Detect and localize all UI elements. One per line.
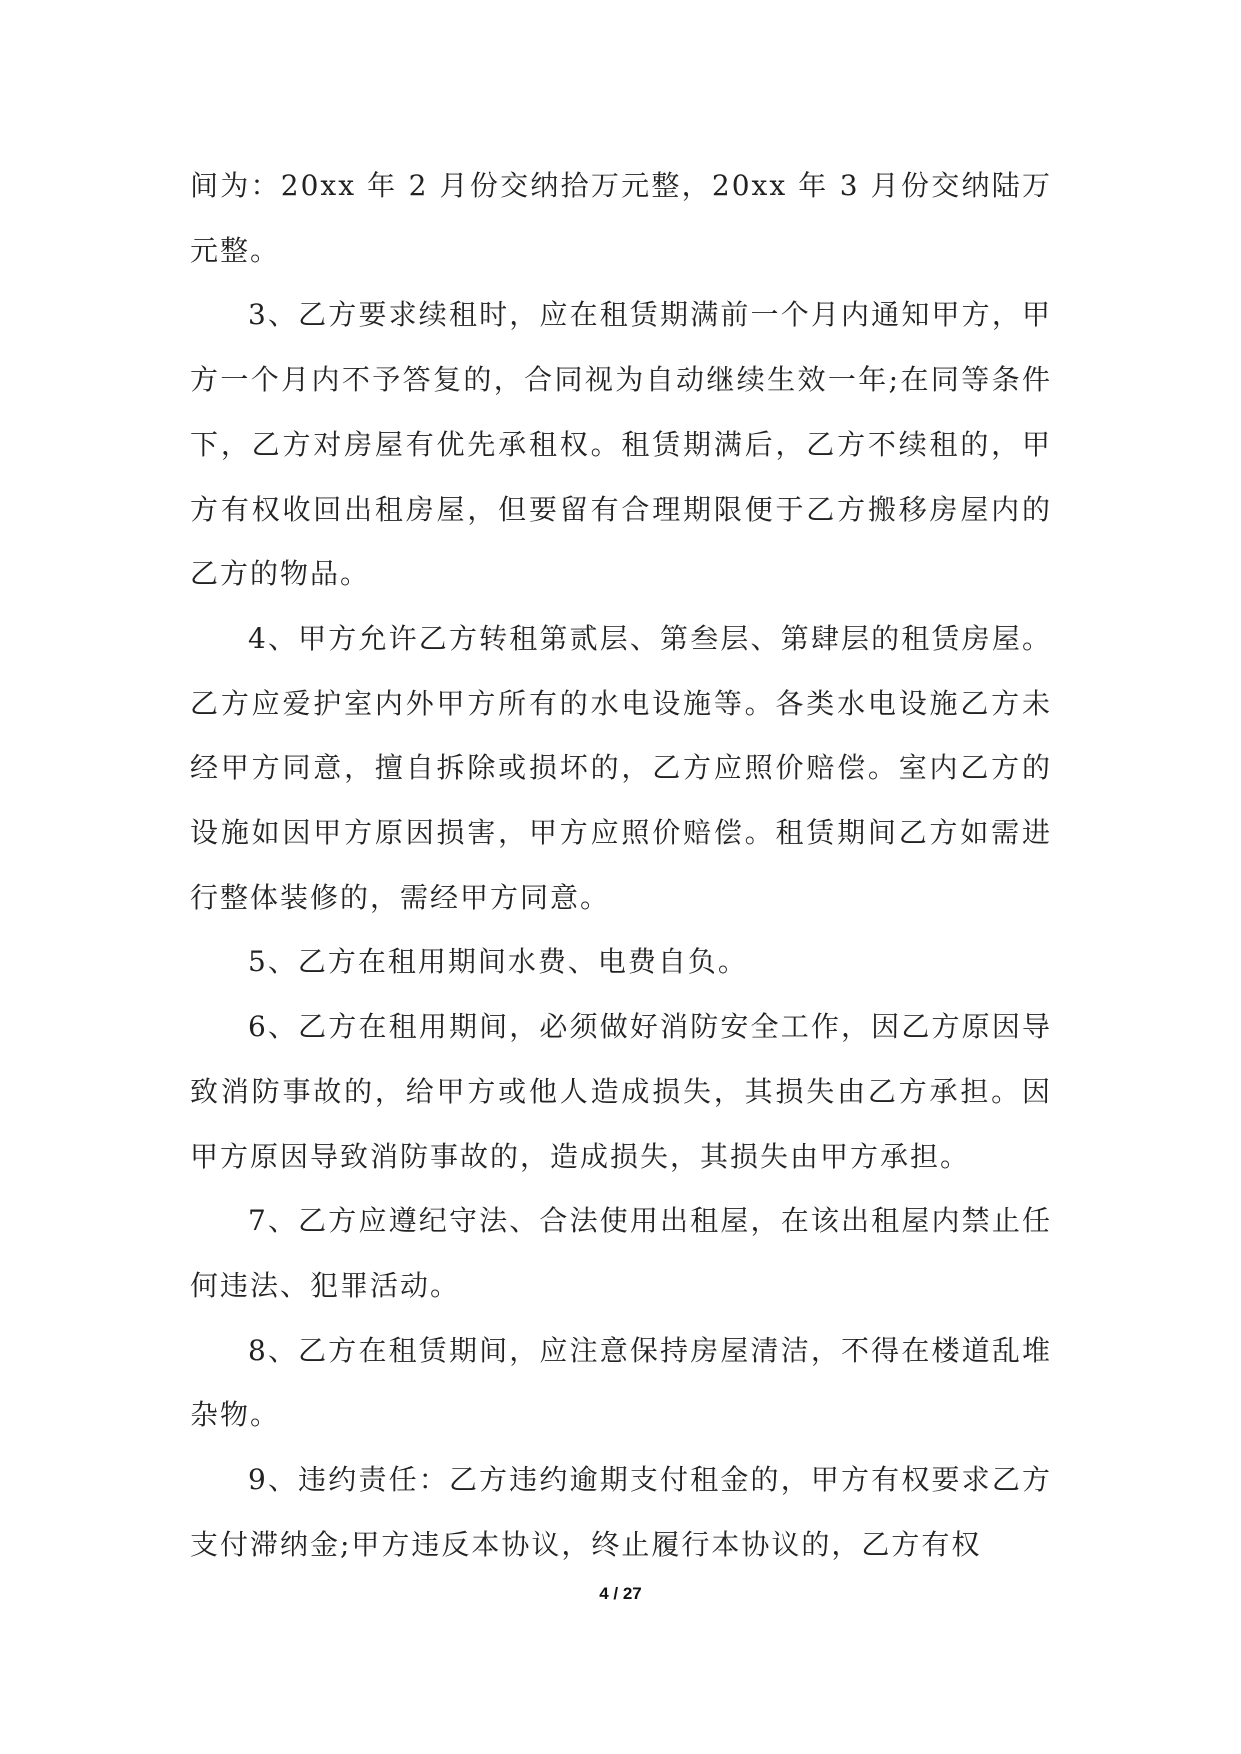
paragraph-clause-9: 9、违约责任：乙方违约逾期支付租金的，甲方有权要求乙方支付滞纳金;甲方违反本协议，终止履行本协议的，乙方有权 xyxy=(190,1463,1052,1561)
paragraph-clause-4: 4、甲方允许乙方转租第贰层、第叁层、第肆层的租赁房屋。乙方应爱护室内外甲方所有的水电设施等。各类水电设施乙方未经甲方同意，擅自拆除或损坏的，乙方应照价赔偿。室内乙方的设施如因甲方原因损害，甲方应照价赔偿。租赁期间乙方如需进行整体装修的，需经甲方同意。 xyxy=(190,621,1052,914)
paragraph-clause-5: 5、乙方在租用期间水费、电费自负。 xyxy=(248,945,748,979)
paragraph-clause-8: 8、乙方在租赁期间，应注意保持房屋清洁，不得在楼道乱堆杂物。 xyxy=(190,1333,1052,1432)
document-body xyxy=(190,154,1052,1577)
paragraph-clause-6: 6、乙方在租用期间，必须做好消防安全工作，因乙方原因导致消防事故的，给甲方或他人造成损失，其损失由乙方承担。因甲方原因导致消防事故的，造成损失，其损失由甲方承担。 xyxy=(190,1010,1052,1173)
paragraph-continuation: 间为：20xx 年 2 月份交纳拾万元整，20xx 年 3 月份交纳陆万元整。 xyxy=(190,169,1052,267)
page-number: 4 / 27 xyxy=(599,1584,642,1603)
paragraph-clause-7: 7、乙方应遵纪守法、合法使用出租屋，在该出租屋内禁止任何违法、犯罪活动。 xyxy=(190,1204,1052,1302)
paragraph-clause-3: 3、乙方要求续租时，应在租赁期满前一个月内通知甲方，甲方一个月内不予答复的，合同视为自动继续生效一年;在同等条件下，乙方对房屋有优先承租权。租赁期满后，乙方不续租的，甲方有权收回出租房屋，但要留有合理期限便于乙方搬移房屋内的乙方的物品。 xyxy=(190,298,1052,591)
